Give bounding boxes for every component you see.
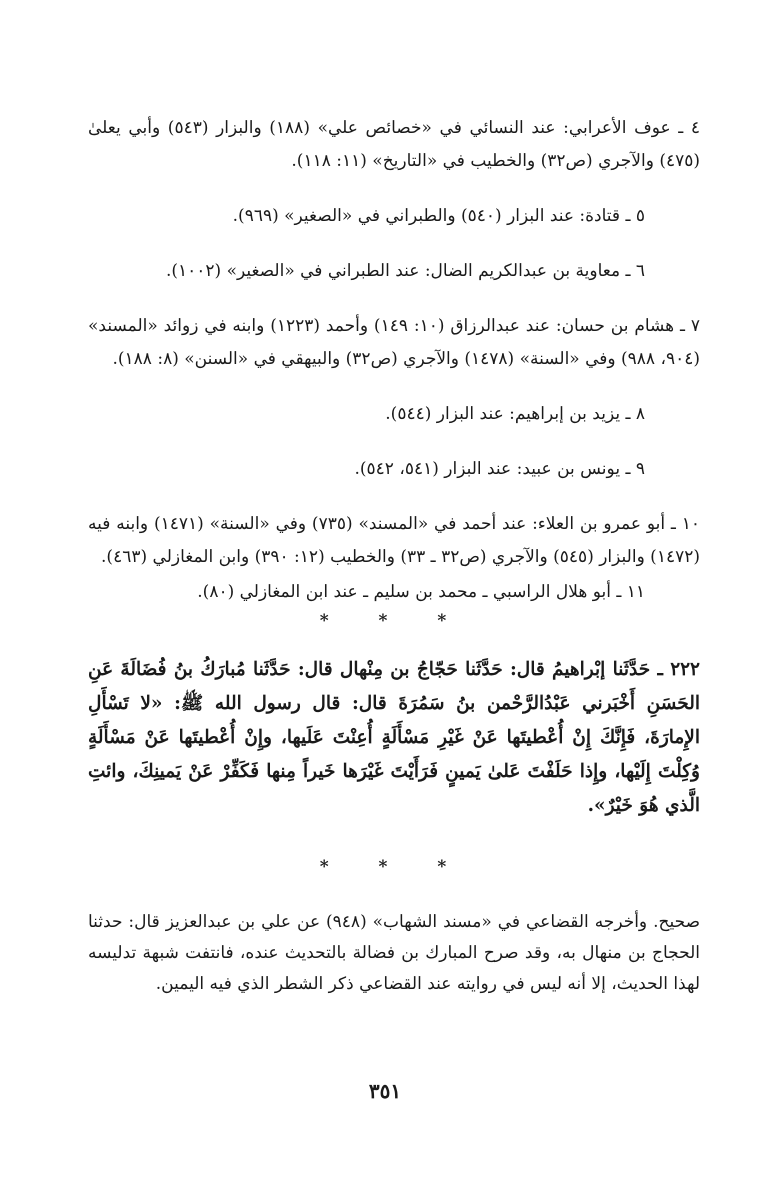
footnote-5: ٨ ـ يزيد بن إبراهيم: عند البزار (٥٤٤). — [385, 404, 645, 424]
takhrij-text: صحيح. وأخرجه القضاعي في «مسند الشهاب» (٩٤٨) عن علي بن عبدالعزيز قال: حدثنا الحجاج بن منهال به، وقد صرح المبارك بن فضالة بالتحديث عنده، فانتفت شبهة تدليسه لهذا الحديث، إلا أنه ليس في روايته عند القضاعي ذكر الشطر الذي فيه اليمين. — [88, 912, 700, 994]
footnote-1: ٤ ـ عوف الأعرابي: عند النسائي في «خصائص علي» (١٨٨) والبزار (٥٤٣) وأبي يعلىٰ (٤٧٥) والآجري (ص٣٢) والخطيب في «التاريخ» (١١: ١١٨). — [88, 118, 700, 171]
page-body — [88, 112, 700, 1000]
footnote-6: ٩ ـ يونس بن عبيد: عند البزار (٥٤١، ٥٤٢). — [354, 459, 645, 479]
hadith-text: ٢٢٢ ـ حَدَّثَنا إبْراهيمُ قال: حَدَّثَنا حَجّاجُ بن مِنْهال قال: حَدَّثَنا مُبارَكُ بنُ فُضَالَةَ عَنِ الحَسَنِ أَخْبَرني عَبْدُالرَّحْمن بنُ سَمُرَةَ قال: قال رسول الله ﷺ: «لا تَسْأَلِ الإِمارَةَ، فَإِنَّكَ إِنْ أُعْطيتَها عَنْ غَيْرِ مَسْأَلَةٍ أُعِنْتَ عَلَيها، وإِنْ أُعْطيتَها عَنْ مَسْأَلَةٍ وُكِلْتَ إِلَيْها، وإِذا حَلَفْتَ عَلىٰ يَمينٍ فَرَأَيْتَ غَيْرَها خَيراً مِنها فَكَفِّرْ عَنْ يَمينِكَ، وائتِ الَّذي هُوَ خَيْرٌ». — [88, 659, 700, 816]
footnote-3: ٦ ـ معاوية بن عبدالكريم الضال: عند الطبراني في «الصغير» (١٠٠٢). — [165, 261, 645, 281]
page-number: ٣٥١ — [368, 1079, 402, 1103]
footnote-7: ١٠ ـ أبو عمرو بن العلاء: عند أحمد في «المسند» (٧٣٥) وفي «السنة» (١٤٧١) وابنه فيه (١٤٧٢) والبزار (٥٤٥) والآجري (ص٣٢ ـ ٣٣) والخطيب (١٢: ٣٩٠) وابن المغازلي (٤٦٣). — [88, 514, 700, 567]
section-separator-2: * * * — [319, 857, 469, 877]
footnote-8: ١١ ـ أبو هلال الراسبي ـ محمد بن سليم ـ عند ابن المغازلي (٨٠). — [197, 582, 645, 602]
footnote-2: ٥ ـ قتادة: عند البزار (٥٤٠) والطبراني في «الصغير» (٩٦٩). — [232, 206, 645, 226]
footnote-4: ٧ ـ هشام بن حسان: عند عبدالرزاق (١٠: ١٤٩) وأحمد (١٢٢٣) وابنه في زوائد «المسند» (٩٠٤، ٩٨٨) وفي «السنة» (١٤٧٨) والآجري (ص٣٢) والبيهقي في «السنن» (٨: ١٨٨). — [88, 316, 700, 369]
section-separator: * * * — [319, 611, 469, 631]
